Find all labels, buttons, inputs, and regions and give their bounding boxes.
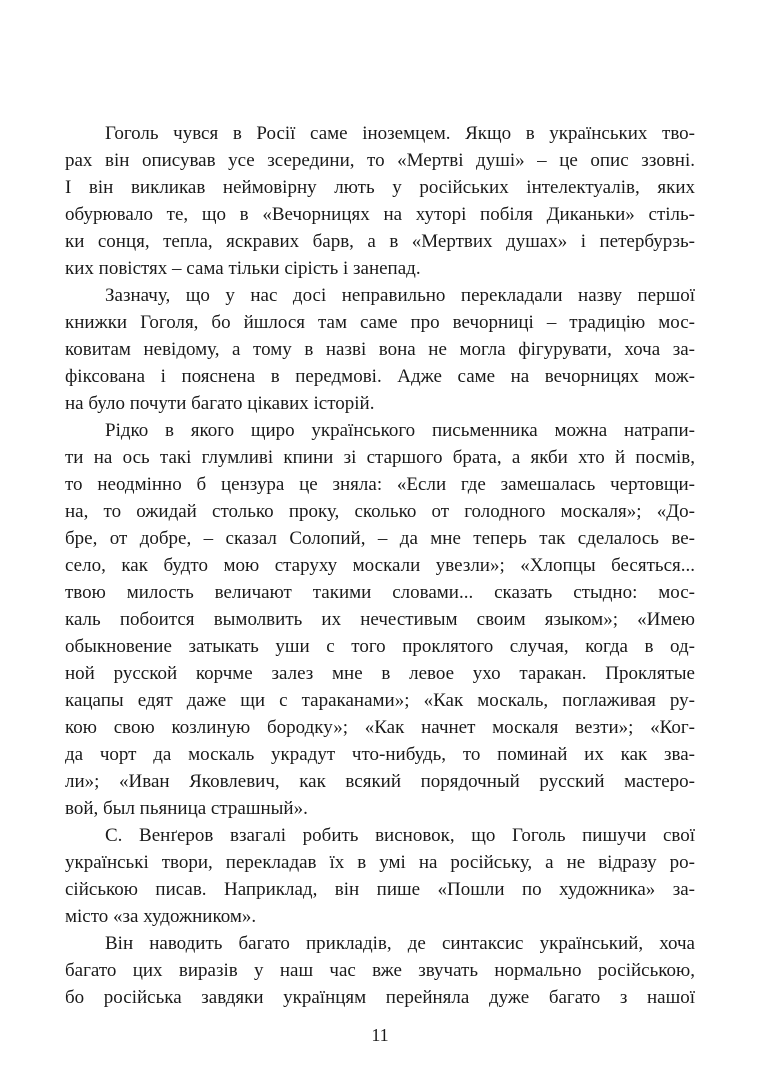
text-line: сійською писав. Наприклад, він пише «Пошли по художника» за- [65,879,695,900]
text-line: кою свою козлиную бородку»; «Как начнет москаля везти»; «Ког- [65,717,695,738]
text-line: Гоголь чувся в Росії саме іноземцем. Якщо в українських тво- [105,123,695,144]
text-line: фіксована і пояснена в передмові. Адже саме на вечорницях мож- [65,366,695,387]
text-line: Рідко в якого щиро українського письменника можна натрапи- [105,420,695,441]
text-line: рах він описував усе зсередини, то «Мертві душі» – це опис ззовні. [65,150,695,171]
text-line: обыкновение затыкать уши с того проклятого случая, когда в од- [65,636,695,657]
text-line: ной русской корчме залез мне в левое ухо таракан. Проклятые [65,663,695,684]
text-line: С. Венґеров взагалі робить висновок, що Гоголь пишучи свої [105,825,695,846]
text-line: Він наводить багато прикладів, де синтаксис український, хоча [105,933,695,954]
text-line: українські твори, перекладав їх в умі на російську, а не відразу ро- [65,852,695,873]
text-line: ковитам невідому, а тому в назві вона не могла фігурувати, хоча за- [65,339,695,360]
text-line: ти на ось такі глумливі кпини зі старшого брата, а якби хто й посмів, [65,447,695,468]
text-line: ли»; «Иван Яковлевич, как всякий порядочный русский мастеро- [65,771,695,792]
paragraph [65,822,695,930]
text-line: село, как будто мою старуху москали увезли»; «Хлопцы бесяться... [65,555,695,576]
text-line: кацапы едят даже щи с тараканами»; «Как москаль, поглаживая ру- [65,690,695,711]
text-line: ких повістях – сама тільки сірість і занепад. [65,258,421,279]
text-line: І він викликав неймовірну лють у російських інтелектуалів, яких [65,177,695,198]
text-line: ки сонця, тепла, яскравих барв, а в «Мертвих душах» і петербурзь- [65,231,695,252]
text-line: багато цих виразів у наш час вже звучать нормально російською, [65,960,695,981]
paragraph [65,417,695,822]
text-line: да чорт да москаль украдут что-нибудь, то поминай их как зва- [65,744,695,765]
body-text [65,120,695,1011]
text-line: бо російська завдяки українцям перейняла дуже багато з нашої [65,987,695,1008]
text-line: твою милость величают такими словами... сказать стыдно: мос- [65,582,695,603]
paragraph [65,282,695,417]
text-line: бре, от добре, – сказал Солопий, – да мне теперь так сделалось ве- [65,528,695,549]
text-line: каль побоится вымолвить их нечестивым своим языком»; «Имею [65,609,695,630]
text-line: на, то ожидай столько проку, сколько от голодного москаля»; «До- [65,501,695,522]
text-line: то неодмінно б цензура це зняла: «Если где замешалась чертовщи- [65,474,695,495]
text-line: вой, был пьяница страшный». [65,798,308,819]
text-line: на було почути багато цікавих історій. [65,393,375,414]
page-number: 11 [371,1025,389,1045]
paragraph [65,120,695,282]
text-line: Зазначу, що у нас досі неправильно перекладали назву першої [105,285,695,306]
paragraph [65,930,695,1011]
text-line: книжки Гоголя, бо йшлося там саме про вечорниці – традицію мос- [65,312,695,333]
text-line: обурювало те, що в «Вечорницях на хуторі побіля Диканьки» стіль- [65,204,695,225]
text-line: місто «за художником». [65,906,257,927]
